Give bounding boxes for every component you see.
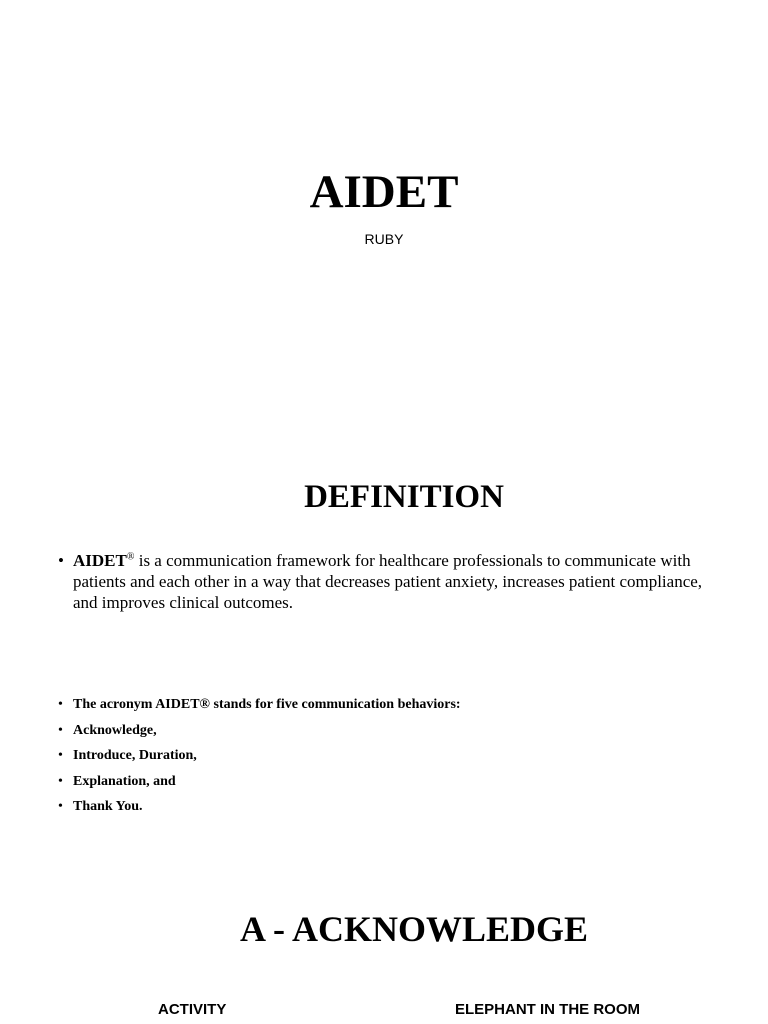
list-item-text: Thank You. <box>73 799 143 814</box>
registered-mark: ® <box>126 551 135 563</box>
list-item-text: Explanation, and <box>73 773 176 789</box>
bullet-icon: • <box>58 748 63 763</box>
definition-body: is a communication framework for healthcare professionals to communicate with patients and each other in a way that decreases patient anxiety, increases patient compliance, and improves clinical outcomes. <box>73 551 703 612</box>
definition-heading: DEFINITION <box>304 479 504 515</box>
bullet-icon: • <box>58 722 63 738</box>
bullet-icon: • <box>58 697 63 712</box>
list-item <box>58 771 718 797</box>
title-slide <box>0 0 768 400</box>
acronym-list <box>58 694 718 822</box>
subtitle: RUBY <box>364 231 404 247</box>
list-item-text: Acknowledge, <box>73 722 157 738</box>
activity-label: ACTIVITY <box>158 1001 227 1018</box>
list-item <box>58 694 718 720</box>
list-item <box>58 720 718 746</box>
list-item <box>58 745 718 771</box>
bullet-icon: • <box>58 551 64 570</box>
definition-paragraph <box>58 550 718 613</box>
list-item <box>58 796 718 822</box>
bullet-icon: • <box>58 773 63 789</box>
definition-text <box>73 550 718 613</box>
elephant-label: ELEPHANT IN THE ROOM <box>455 1001 641 1018</box>
list-item-text: Introduce, Duration, <box>73 748 197 763</box>
definition-term: AIDET <box>73 551 127 570</box>
list-item-text: The acronym AIDET® stands for five communication behaviors: <box>73 697 461 712</box>
main-title: AIDET <box>309 166 459 218</box>
acknowledge-heading: A - ACKNOWLEDGE <box>239 909 589 949</box>
bullet-icon: • <box>58 799 63 814</box>
